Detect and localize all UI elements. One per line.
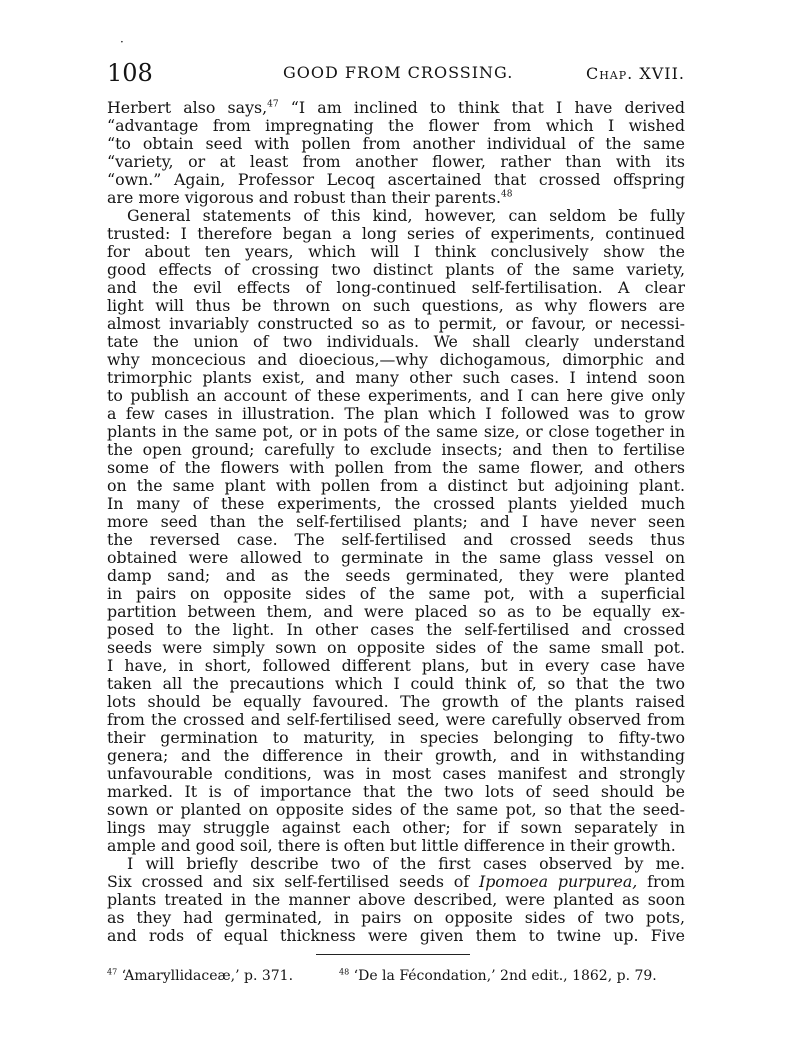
footnote-marker: 48 bbox=[339, 967, 350, 977]
text-line bbox=[107, 801, 685, 819]
text-line bbox=[107, 549, 685, 567]
text-segment: seeds were simply sown on opposite sides of the same small pot. bbox=[107, 639, 685, 657]
text-line bbox=[107, 783, 685, 801]
text-segment: trusted: I therefore began a long series of experiments, continued bbox=[107, 225, 685, 243]
text-segment: sown or planted on opposite sides of the same pot, so that the seed- bbox=[107, 801, 685, 819]
text-line bbox=[107, 909, 685, 927]
text-line bbox=[107, 639, 685, 657]
text-line bbox=[107, 531, 685, 549]
text-line bbox=[107, 135, 685, 153]
text-segment: partition between them, and were placed so as to be equally ex- bbox=[107, 603, 685, 621]
text-line bbox=[107, 171, 685, 189]
text-line bbox=[107, 513, 685, 531]
running-title: GOOD FROM CROSSING. bbox=[283, 63, 514, 82]
text-line bbox=[107, 423, 685, 441]
text-segment: and the evil effects of long-continued self-fertilisation. A clear bbox=[107, 279, 685, 297]
text-line bbox=[107, 459, 685, 477]
text-segment: ‘Amaryllidaceæ,’ p. 371. bbox=[117, 968, 294, 984]
text-line bbox=[107, 693, 685, 711]
page-header bbox=[107, 60, 685, 86]
text-segment: lots should be equally favoured. The growth of the plants raised bbox=[107, 693, 685, 711]
text-segment: Six crossed and six self-fertilised seeds of bbox=[107, 873, 479, 891]
text-line bbox=[107, 765, 685, 783]
text-line bbox=[107, 585, 685, 603]
text-segment: for about ten years, which will I think conclusively show the bbox=[107, 243, 685, 261]
text-segment: In many of these experiments, the crossed plants yielded much bbox=[107, 495, 685, 513]
text-line bbox=[107, 225, 685, 243]
text-line bbox=[107, 477, 685, 495]
text-segment: General statements of this kind, however, can seldom be fully bbox=[127, 207, 685, 225]
text-segment: I have, in short, followed different plans, but in every case have bbox=[107, 657, 685, 675]
text-segment: I will briefly describe two of the first cases observed by me. bbox=[127, 855, 685, 873]
text-segment: “to obtain seed with pollen from another individual of the same bbox=[107, 135, 685, 153]
footnote-rule bbox=[316, 954, 470, 955]
text-line bbox=[107, 315, 685, 333]
text-segment: genera; and the difference in their growth, and in withstanding bbox=[107, 747, 685, 765]
text-segment: a few cases in illustration. The plan which I followed was to grow bbox=[107, 405, 685, 423]
text-segment: are more vigorous and robust than their parents. bbox=[107, 189, 501, 207]
text-line bbox=[107, 261, 685, 279]
text-segment: damp sand; and as the seeds germinated, they were planted bbox=[107, 567, 685, 585]
text-segment: “I am inclined to think that I have derived bbox=[278, 99, 685, 117]
text-segment: on the same plant with pollen from a distinct but adjoining plant. bbox=[107, 477, 685, 495]
text-line bbox=[107, 441, 685, 459]
text-segment: the open ground; carefully to exclude insects; and then to fertilise bbox=[107, 441, 685, 459]
body-text bbox=[107, 99, 685, 945]
text-segment: “own.” Again, Professor Lecoq ascertained that crossed offspring bbox=[107, 171, 685, 189]
footnotes bbox=[107, 966, 685, 986]
text-segment: trimorphic plants exist, and many other such cases. I intend soon bbox=[107, 369, 685, 387]
text-segment: almost invariably constructed so as to permit, or favour, or necessi- bbox=[107, 315, 685, 333]
footnote bbox=[339, 966, 657, 986]
text-line bbox=[107, 657, 685, 675]
footnote-marker: 47 bbox=[107, 967, 118, 977]
text-line bbox=[107, 711, 685, 729]
text-segment: lings may struggle against each other; for if sown separately in bbox=[107, 819, 685, 837]
text-line bbox=[107, 369, 685, 387]
footnote bbox=[107, 966, 293, 986]
text-line bbox=[107, 567, 685, 585]
text-line bbox=[107, 675, 685, 693]
page-mark: · bbox=[120, 35, 124, 49]
text-segment: marked. It is of importance that the two lots of seed should be bbox=[107, 783, 685, 801]
text-segment: some of the flowers with pollen from the same flower, and others bbox=[107, 459, 685, 477]
text-line bbox=[107, 819, 685, 837]
text-segment: posed to the light. In other cases the self-fertilised and crossed bbox=[107, 621, 685, 639]
text-line bbox=[107, 333, 685, 351]
text-segment: from bbox=[637, 873, 685, 891]
text-line bbox=[107, 855, 685, 873]
text-line bbox=[107, 297, 685, 315]
text-segment: good effects of crossing two distinct plants of the same variety, bbox=[107, 261, 685, 279]
text-line bbox=[107, 279, 685, 297]
text-segment: more seed than the self-fertilised plants; and I have never seen bbox=[107, 513, 685, 531]
text-line bbox=[107, 495, 685, 513]
text-segment: tate the union of two individuals. We shall clearly understand bbox=[107, 333, 685, 351]
footnote-marker: 47 bbox=[267, 99, 279, 110]
text-line bbox=[107, 729, 685, 747]
text-segment: light will thus be thrown on such questions, as why flowers are bbox=[107, 297, 685, 315]
text-segment: the reversed case. The self-fertilised and crossed seeds thus bbox=[107, 531, 685, 549]
text-line bbox=[107, 153, 685, 171]
text-line bbox=[107, 207, 685, 225]
text-segment: from the crossed and self-fertilised seed, were carefully observed from bbox=[107, 711, 685, 729]
text-line bbox=[107, 747, 685, 765]
footnote-marker: 48 bbox=[500, 189, 513, 200]
text-line bbox=[107, 603, 685, 621]
text-segment: taken all the precautions which I could think of, so that the two bbox=[107, 675, 685, 693]
text-line bbox=[107, 189, 685, 207]
text-line bbox=[107, 351, 685, 369]
text-segment: plants treated in the manner above described, were planted as soon bbox=[107, 891, 685, 909]
page-number: 108 bbox=[107, 59, 153, 87]
text-line bbox=[107, 621, 685, 639]
text-segment: Herbert also says, bbox=[107, 99, 268, 117]
text-line bbox=[107, 243, 685, 261]
text-segment: plants in the same pot, or in pots of the same size, or close together in bbox=[107, 423, 685, 441]
text-line bbox=[107, 927, 685, 945]
text-segment: their germination to maturity, in species belonging to fifty-two bbox=[107, 729, 685, 747]
text-segment: obtained were allowed to germinate in the same glass vessel on bbox=[107, 549, 685, 567]
text-line bbox=[107, 387, 685, 405]
text-line bbox=[107, 405, 685, 423]
text-segment: ample and good soil, there is often but little difference in their growth. bbox=[107, 837, 676, 855]
text-segment: in pairs on opposite sides of the same pot, with a superficial bbox=[107, 585, 685, 603]
text-segment: to publish an account of these experiments, and I can here give only bbox=[107, 387, 685, 405]
text-segment: “advantage from impregnating the flower from which I wished bbox=[107, 117, 685, 135]
text-segment: “variety, or at least from another flower, rather than with its bbox=[107, 153, 685, 171]
text-segment: unfavourable conditions, was in most cases manifest and strongly bbox=[107, 765, 685, 783]
text-line bbox=[107, 891, 685, 909]
text-segment: and rods of equal thickness were given them to twine up. Five bbox=[107, 927, 685, 945]
chapter-label: Chap. XVII. bbox=[585, 64, 685, 83]
text-segment: why moncecious and dioecious,—why dichogamous, dimorphic and bbox=[107, 351, 685, 369]
text-line bbox=[107, 99, 685, 117]
text-line bbox=[107, 873, 685, 891]
text-line bbox=[107, 837, 685, 855]
text-line bbox=[107, 117, 685, 135]
italic-text: Ipomoea purpurea, bbox=[478, 873, 638, 891]
text-segment: as they had germinated, in pairs on opposite sides of two pots, bbox=[107, 909, 685, 927]
text-segment: ‘De la Fécondation,’ 2nd edit., 1862, p. 79. bbox=[349, 968, 657, 984]
